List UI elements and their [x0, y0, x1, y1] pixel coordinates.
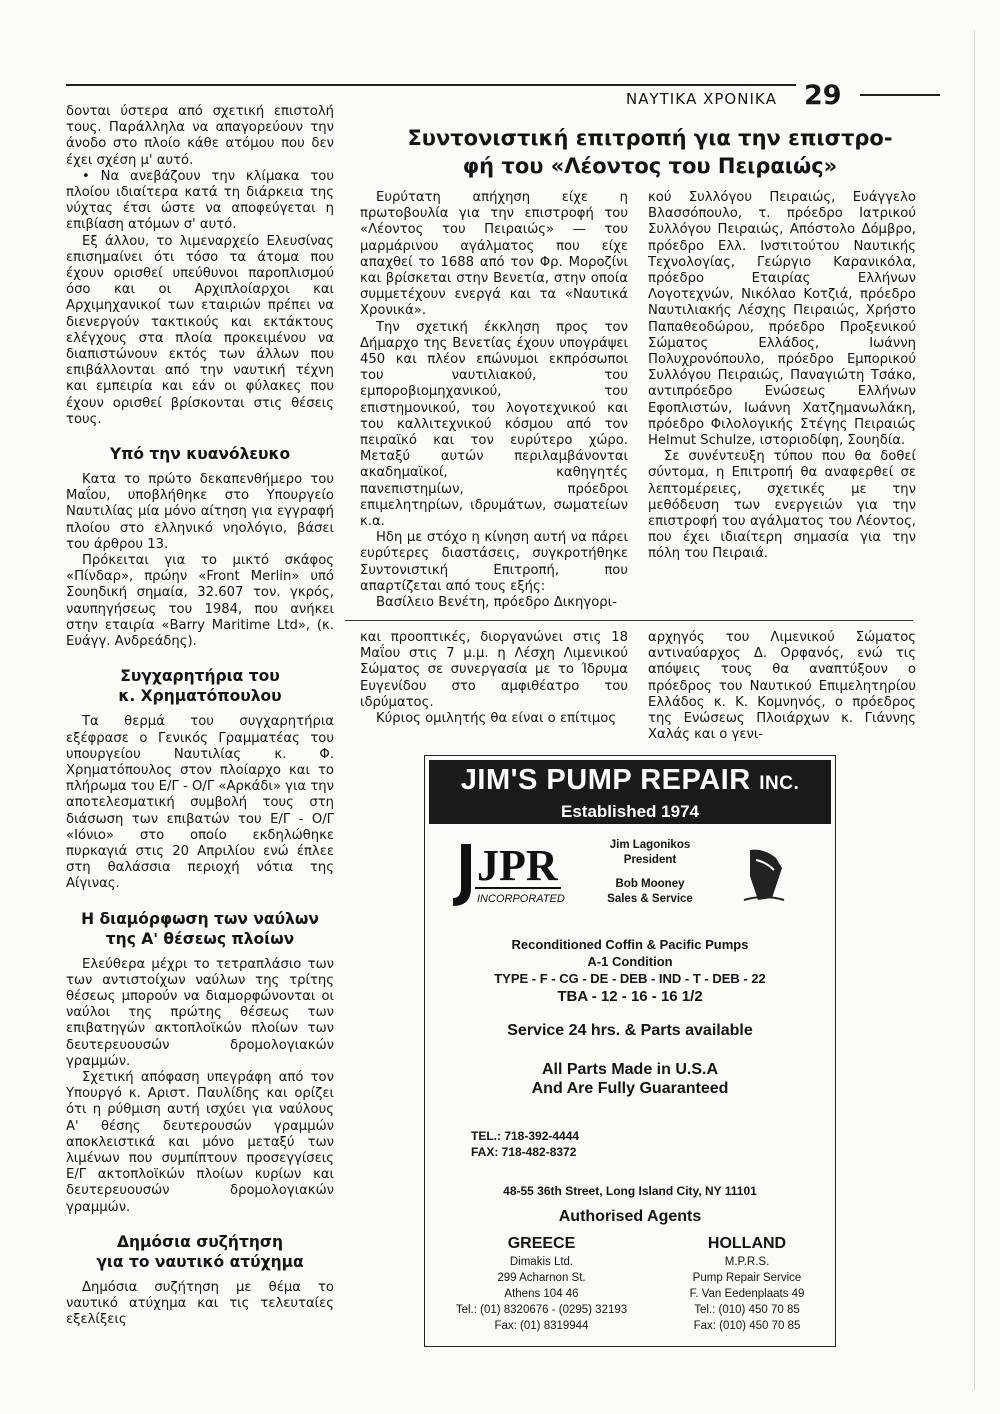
- ad-contact: [471, 1128, 579, 1160]
- left-column: [66, 104, 334, 1328]
- pumps-line: Reconditioned Coffin & Pacific Pumps: [511, 937, 749, 952]
- paragraph: Βασίλειο Βενέτη, πρόεδρο Δικηγορι-: [376, 595, 617, 611]
- agent-name: M.P.R.S.: [724, 1256, 770, 1268]
- paragraph: και προοπτικές, διοργανώνει στις 18 Μαΐου στις 7 μ.μ. η Λέσχη Λιμενικού Σώματος σε συνεργασία με το Ίδρυμα Ευγενίδου στο αμφιθέατρο του ιδρύματος.: [360, 630, 628, 710]
- agents-title: Authorised Agents: [558, 1208, 702, 1225]
- agent-street: 299 Acharnon St.: [497, 1272, 586, 1284]
- paragraph: Πρόκειται για το μικτό σκάφος «Πίνδαρ», πρώην «Front Merlin» υπό Σουηδική σημαία, 32.607 τον. γκρός, ναυπηγήσεως του 1984, που ανήκει στην εταιρία «Barry Maritime Ltd», (κ. Ευάγγ. Ανδρεάδης).: [66, 553, 334, 650]
- agent-country: HOLLAND: [707, 1235, 787, 1252]
- journal-title: ΝΑΥΤΙΚΑ ΧΡΟΝΙΚΑ: [626, 90, 777, 108]
- paragraph: • Να ανεβάζουν την κλίμακα του πλοίου ιδιαίτερα κατά τη διάρκεια της νύχτας έτσι ώστε να αποφεύγεται η επιβίαση ατόμων σ' αυτό.: [66, 168, 334, 233]
- paragraph: Δημόσια συζήτηση με θέμα το ναυτικό ατύχημα και τις τελευταίες εξελίξεις: [66, 1279, 334, 1328]
- heading-text: Δημόσια συζήτηση: [116, 1232, 283, 1251]
- agent-holland: [661, 1234, 833, 1334]
- heading-text: Συγχαρητήρια του: [120, 667, 280, 686]
- person-name: Jim Lagonikos: [609, 839, 691, 851]
- paragraph: Σε συνέντευξη τύπου που θα δοθεί σύντομα, η Επιτροπή θα αναφερθεί σε λεπτομέρειες, σχετικές με την μεθόδευση των ενεργειών για την επιστροφή του αγάλματος του Λέοντος, που έχει ιδιαίτερη σημασία για την πόλη του Πειραιά.: [648, 449, 916, 562]
- ship-bow-icon: [740, 846, 786, 902]
- paragraph: Εξ άλλου, το λιμεναρχείο Ελευσίνας επισημαίνει ότι τόσο τα άτομα που έχουν ορισθεί υπεύθυνοι παροπλισμού όσο και οι Αρχιπλοίαρχοι και Αρχιμηχανικοί των εταιριών πρέπει να διενεργούν τακτικούς και εκτάκτους ελέγχους στα πλοία προκειμένου να διαπιστώνουν εκτός των άλλων που επιβάλλονται από την ναυτική τέχνη και εμπειρία και εάν οι φύλακες που έχουν ορισθεί βρίσκονται στις θέσεις τους.: [66, 233, 334, 427]
- agent-tel: Tel.: (010) 450 70 85: [694, 1304, 800, 1316]
- ad-people: [575, 838, 725, 907]
- guarantee-line: And Are Fully Guaranteed: [531, 1080, 729, 1097]
- section-divider: [345, 620, 913, 621]
- ad-service: Service 24 hrs. & Parts available: [507, 1022, 753, 1039]
- pump-types: TYPE - F - CG - DE - DEB - IND - T - DEB - 22: [494, 971, 766, 986]
- headline-line: φή του «Λέοντος του Πειραιώς»: [462, 154, 838, 178]
- person-title: President: [623, 854, 677, 866]
- ad-fax: FAX: 718-482-8372: [471, 1145, 577, 1159]
- paragraph: Ευρύτατη απήχηση είχε η πρωτοβουλία για την επιστροφή του «Λέοντος του Πειραιώς» — του μαρμάρινου αγάλματος που είχε απαχθεί το 1688 από τον Φρ. Μοροζίνι και βρίσκεται στην Βενετία, στην οποία συμμετέχουν ενεργά και τα «Ναυτικά Χρονικά».: [360, 190, 628, 319]
- ad-company: [429, 764, 831, 800]
- header-rule-right: [860, 94, 940, 96]
- section-heading-congrats: [66, 666, 334, 706]
- ad-pumps: [425, 936, 835, 1006]
- section-heading-fares: [66, 909, 334, 949]
- paragraph: Κύριος ομιλητής θα είναι ο επίτιμος: [376, 711, 617, 727]
- debate-continuation-2: [648, 630, 916, 743]
- heading-text: Η διαμόρφωση των ναύλων: [81, 909, 319, 928]
- agent-desc: Pump Repair Service: [692, 1272, 802, 1284]
- company-suffix: INC.: [759, 773, 800, 794]
- logo-subtext: INCORPORATED: [477, 893, 565, 905]
- agent-city: Athens 104 46: [504, 1288, 579, 1300]
- header-rule: [66, 84, 796, 86]
- heading-text: κ. Χρηματόπουλου: [118, 687, 282, 706]
- pump-tba: TBA - 12 - 16 - 16 1/2: [557, 988, 703, 1005]
- agent-tel: Tel.: (01) 8320676 - (0295) 32193: [455, 1304, 628, 1316]
- advertisement: [424, 755, 836, 1347]
- pumps-line: A-1 Condition: [587, 954, 673, 969]
- article-headline: [370, 124, 930, 180]
- agent-greece: [429, 1234, 654, 1334]
- guarantee-line: All Parts Made in U.S.A: [541, 1061, 719, 1078]
- ad-guarantee: [425, 1060, 835, 1098]
- paragraph: Κατα το πρώτο δεκαπενθήμερο του Μαΐου, υποβλήθηκε στο Υπουργείο Ναυτιλίας μία μόνο αίτηση για εγγραφή πλοίου στο ελληνικό νηολόγιο, βάσει του άρθρου 13.: [66, 472, 334, 552]
- agent-fax: Fax: (01) 8319944: [494, 1320, 589, 1332]
- ad-tel: TEL.: 718-392-4444: [471, 1129, 580, 1143]
- ad-address: 48-55 36th Street, Long Island City, NY 11101: [503, 1184, 757, 1198]
- ad-established: Established 1974: [561, 802, 699, 821]
- debate-continuation-1: [360, 630, 628, 727]
- page-edge: [974, 30, 975, 1390]
- agent-name: Dimakis Ltd.: [509, 1256, 574, 1268]
- paragraph: Ελεύθερα μέχρι το τετραπλάσιο των των αντιστοίχων ναύλων της τρίτης θέσεως μπορούν να διαμορφώνονται οι ναύλοι της πρώτης θέσεως των επιβατηγών ακτοπλοϊκών πλοίων των δευτερευουσών δρομολογιακών γραμμών.: [66, 956, 334, 1069]
- headline-line: Συντονιστική επιτροπή για την επιστρο-: [407, 126, 893, 150]
- paragraph: αρχηγός του Λιμενικού Σώματος αντιναύαρχος Δ. Ορφανός, ενώ τις απόψεις τους θα αναπτύξουν ο πρόεδρος του Ναυτικού Επιμελητηρίου Ελλάδος κ. Κ. Κομνηνός, ο πρόεδρος της Ενώσεως Πλοιάρχων κ. Γιάννης Χαλάς και ο γενι-: [648, 630, 916, 743]
- page-number: 29: [804, 80, 842, 111]
- logo-text: JPR: [477, 841, 558, 890]
- paragraph: Την σχετική έκκληση προς τον Δήμαρχο της Βενετίας έχουν υπογράψει 450 και πλέον επώνυμοι εκπρόσωποι του ναυτιλιακού, του εμποροβιομηχανικού, του επιστημονικού, του λογοτεχνικού και του καλλιτεχνικού κόσμου από τον πειραϊκό και τον ευρύτερο χώρο. Μεταξύ αυτών περιλαμβάνονται ακαδημαϊκοί, καθηγητές πανεπιστημίων, πρόεδροι επιμελητηρίων, ιδρυμάτων, σωματείων κ.α.: [360, 319, 628, 530]
- paragraph: κού Συλλόγου Πειραιώς, Ευάγγελο Βλασσόπουλο, τ. πρόεδρο Ιατρικού Συλλόγου Πειραιώς, Απόστολο Δόμβρο, πρόεδρο Ελλ. Ινστιτούτου Ναυτικής Τεχνολογίας, Γεώργιο Καρανικόλα, πρόεδρο Εταιρίας Ελλήνων Λογοτεχνών, Νικόλαο Κοτζιά, πρόεδρο Ναυτιλιακής Λέσχης Πειραιώς, Χρήστο Παπαθεοδώρου, πρόεδρο Προξενικού Σώματος Ελλάδος, Ιωάννη Πολυχρονόπουλο, πρόεδρο Εμπορικού Συλλόγου Πειραιώς, Παναγιώτη Τσάκο, αντιπρόεδρο Ενώσεως Ελλήνων Εφοπλιστών, Ιωάννη Χατζημανωλάκη, πρόεδρο Φιλολογικής Στέγης Πειραιώς Helmut Schulze, ιστοριοδίφη, Σουηδία.: [648, 190, 916, 449]
- paragraph: Τα θερμά του συγχαρητήρια εξέφρασε ο Γενικός Γραμματέας του υπουργείου Ναυτιλίας κ. Φ. Χρηματόπουλος στον πλοίαρχο και το πλήρωμα του Ε/Γ - Ο/Γ «Αρκάδι» για την αποτελεσματική συμβολή τους στη διάσωση των επιβατών του Ε/Γ - Ο/Γ «Ιόνιο» στο οποίο εκδηλώθηκε πυρκαγιά στις 20 Απριλίου ενώ έπλεε στη θαλάσσια περιοχή νότια της Αίγινας.: [66, 714, 334, 892]
- company-name: JIM'S PUMP REPAIR: [460, 764, 751, 796]
- article-column-1: [360, 190, 628, 611]
- section-heading-debate: [66, 1232, 334, 1272]
- heading-text: της Α' θέσεως πλοίων: [105, 929, 295, 948]
- paragraph: Σχετική απόφαση υπεγράφη από τον Υπουργό κ. Αριστ. Παυλίδης και ορίζει ότι η ρύθμιση αυτή ισχύει για ναύλους Α' θέσης δευτερουσών γραμμών αποκλειστικά και μόνο μεταξύ των λιμένων που συμπίπτουν προσεγγίσεις Ε/Γ ακτοπλοϊκών πλοίων κυρίων και δευτερευουσών δρομολογιακών γραμμών.: [66, 1069, 334, 1215]
- ad-banner: [429, 760, 831, 824]
- agent-fax: Fax: (010) 450 70 85: [693, 1320, 801, 1332]
- person-title: Sales & Service: [607, 893, 693, 905]
- agent-street: F. Van Eedenplaats 49: [689, 1288, 805, 1300]
- article-column-2: [648, 190, 916, 563]
- agent-country: GREECE: [507, 1235, 576, 1252]
- paragraph: Ηδη με στόχο η κίνηση αυτή να πάρει ευρύτερες διαστάσεις, συγκροτήθηκε Συντονιστική Επιτροπή, που απαρτίζεται από τους εξής:: [360, 530, 628, 594]
- heading-text: Υπό την κυανόλευκο: [109, 445, 291, 464]
- jpr-logo-icon: [447, 836, 565, 914]
- paragraph: δονται ύστερα από σχετική επιστολή τους. Παράλληλα να απαγορεύουν την άνοδο στο πλοίο κάθε ατόμου που δεν έχει σχέση μ' αυτό.: [66, 104, 334, 168]
- section-heading-flag: [66, 444, 334, 464]
- person-name: Bob Mooney: [615, 878, 685, 890]
- heading-text: για το ναυτικό ατύχημα: [96, 1252, 304, 1271]
